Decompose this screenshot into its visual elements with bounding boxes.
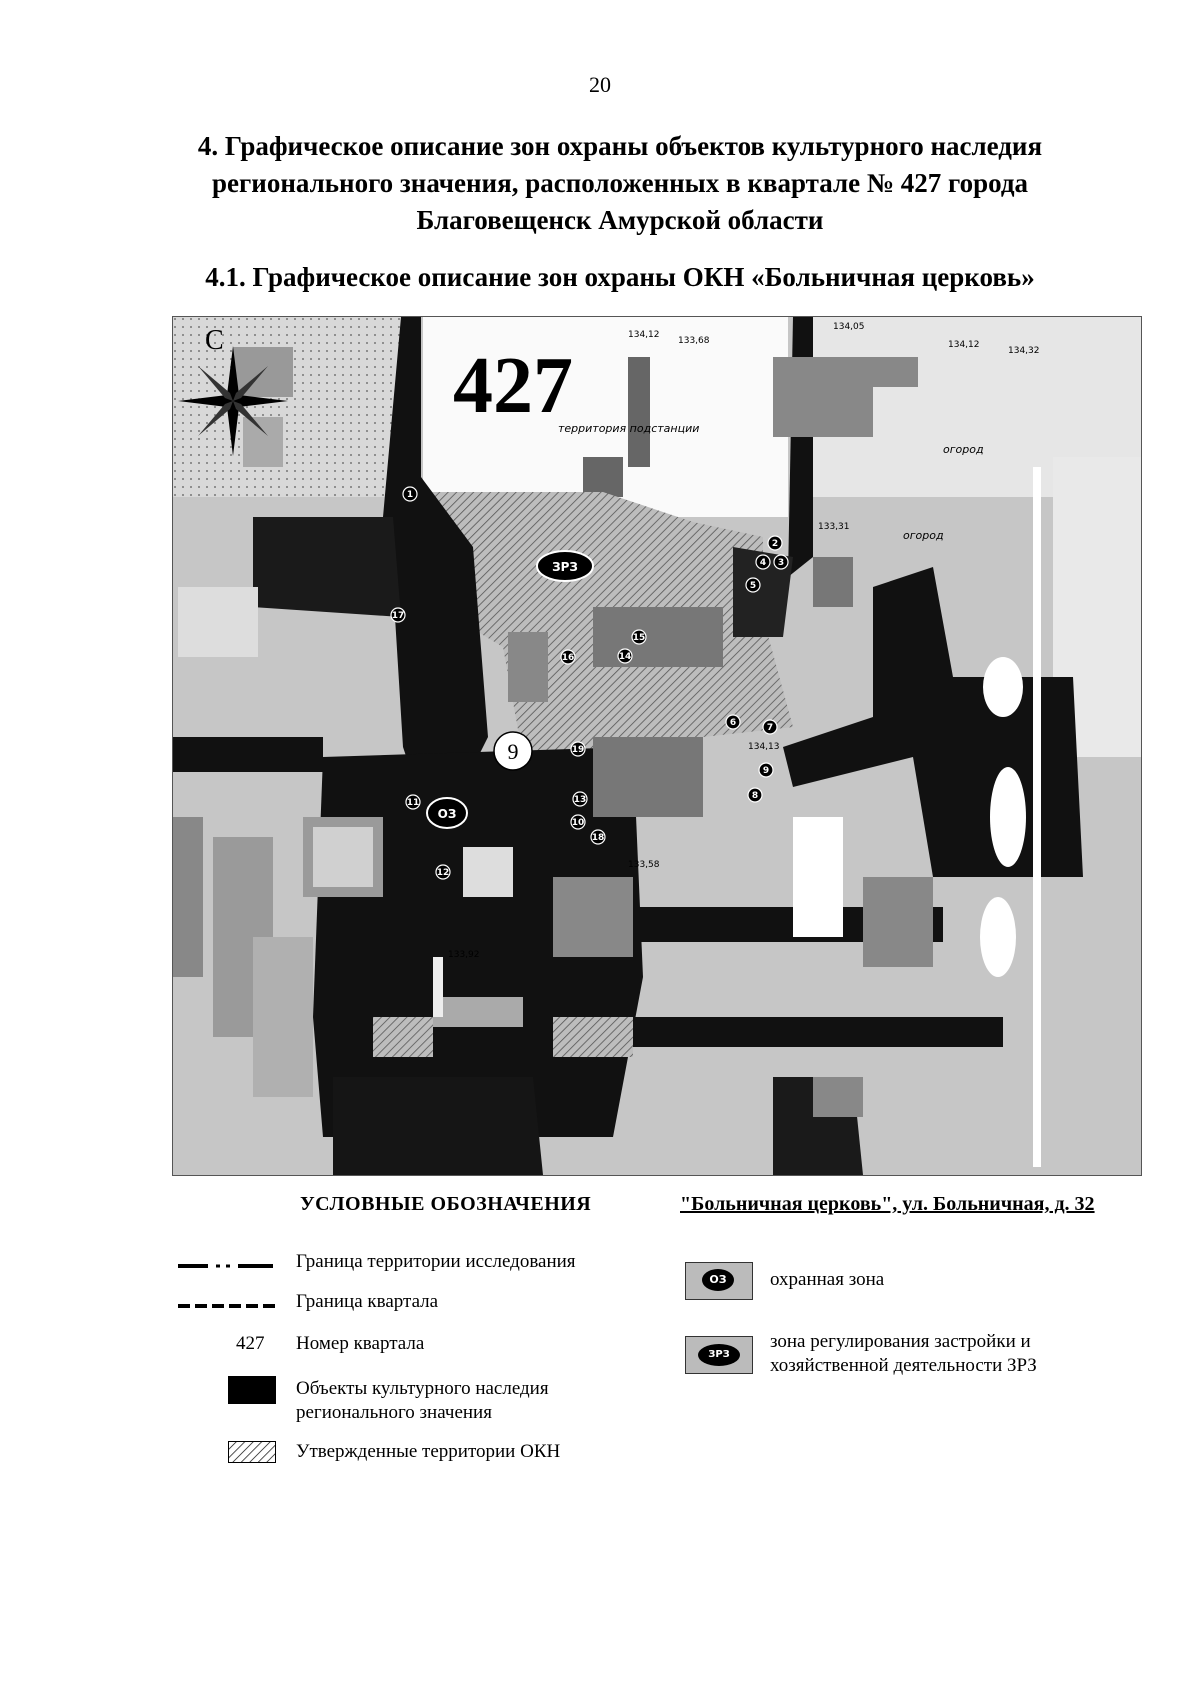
legend-label: Утвержденные территории ОКН xyxy=(296,1441,561,1462)
object-caption: "Больничная церковь", ул. Больничная, д. 32 xyxy=(680,1193,1095,1215)
point-number: 1 xyxy=(406,490,414,500)
legend-title: УСЛОВНЫЕ ОБОЗНАЧЕНИЯ xyxy=(300,1193,592,1215)
point-number: 13 xyxy=(573,795,587,805)
legend-label: Номер квартала xyxy=(296,1333,425,1354)
point-number: 6 xyxy=(729,718,737,728)
territory-label: территория подстанции xyxy=(558,422,700,435)
point-number: 3 xyxy=(777,558,785,568)
point-number: 16 xyxy=(561,653,575,663)
height-mark: 134,05 xyxy=(833,322,865,332)
zone-label: охранная зона xyxy=(770,1269,885,1290)
point-number: 11 xyxy=(406,798,420,808)
oz-badge xyxy=(427,798,467,828)
legend-symbol: 427 xyxy=(236,1333,265,1354)
oz-swatch-badge: ОЗ xyxy=(702,1269,734,1291)
zrz-swatch-badge: ЗРЗ xyxy=(698,1344,740,1366)
zone-label: зона регулирования застройки и хозяйственной деятельности ЗРЗ xyxy=(770,1331,1037,1376)
height-mark: 134,12 xyxy=(948,340,980,350)
point-number: 15 xyxy=(632,633,646,643)
point-number: 17 xyxy=(391,611,405,621)
point-number: 18 xyxy=(591,833,605,843)
point-number: 14 xyxy=(618,652,632,662)
point-number: 2 xyxy=(771,539,779,549)
zrz-badge xyxy=(537,551,593,581)
svg-text:ОЗ: ОЗ xyxy=(437,807,457,821)
quarter-boundary-line-icon xyxy=(178,1298,288,1316)
svg-text:ЗРЗ: ЗРЗ xyxy=(552,560,578,574)
north-label: С xyxy=(205,325,224,356)
point-number: 4 xyxy=(759,558,767,568)
svg-text:9: 9 xyxy=(507,739,519,764)
height-mark: 134,12 xyxy=(628,330,660,340)
point-number: 5 xyxy=(749,581,757,591)
garden-label-1: огород xyxy=(943,443,984,456)
point-number: 19 xyxy=(571,745,585,755)
study-boundary-line-icon xyxy=(178,1258,288,1276)
garden-label-2: огород xyxy=(903,529,944,542)
legend-label: Граница территории исследования xyxy=(296,1251,576,1272)
object-number-marker xyxy=(494,732,532,770)
point-number: 9 xyxy=(762,766,770,776)
document-title: 4. Графическое описание зон охраны объектов культурного наследия регионального значения, расположенных в квартале № 427 города Благовещенск Амурской области xyxy=(197,131,1043,235)
height-mark: 134,32 xyxy=(1008,346,1040,356)
heritage-object-swatch-icon xyxy=(228,1376,276,1404)
zrz-swatch-icon xyxy=(685,1336,753,1374)
height-mark: 133,92 xyxy=(448,950,480,960)
map-drawing xyxy=(173,317,1141,1175)
page-number: 20 xyxy=(589,72,611,97)
legend-label: Граница квартала xyxy=(296,1291,439,1312)
quarter-number-label: 427 xyxy=(453,342,573,430)
point-number: 8 xyxy=(751,791,759,801)
legend-label: Объекты культурного наследия регионального значения xyxy=(296,1378,549,1423)
height-mark: 133,58 xyxy=(628,860,660,870)
height-mark: 134,13 xyxy=(748,742,780,752)
height-mark: 133,31 xyxy=(818,522,850,532)
point-number: 10 xyxy=(571,818,585,828)
oz-swatch-icon xyxy=(685,1262,753,1300)
point-number: 12 xyxy=(436,868,450,878)
cadastral-map xyxy=(172,316,1142,1176)
approved-territory-swatch-icon xyxy=(228,1441,276,1468)
height-mark: 133,68 xyxy=(678,336,710,346)
point-number: 7 xyxy=(766,723,774,733)
section-subtitle: 4.1. Графическое описание зон охраны ОКН «Больничная церковь» xyxy=(205,262,1035,292)
